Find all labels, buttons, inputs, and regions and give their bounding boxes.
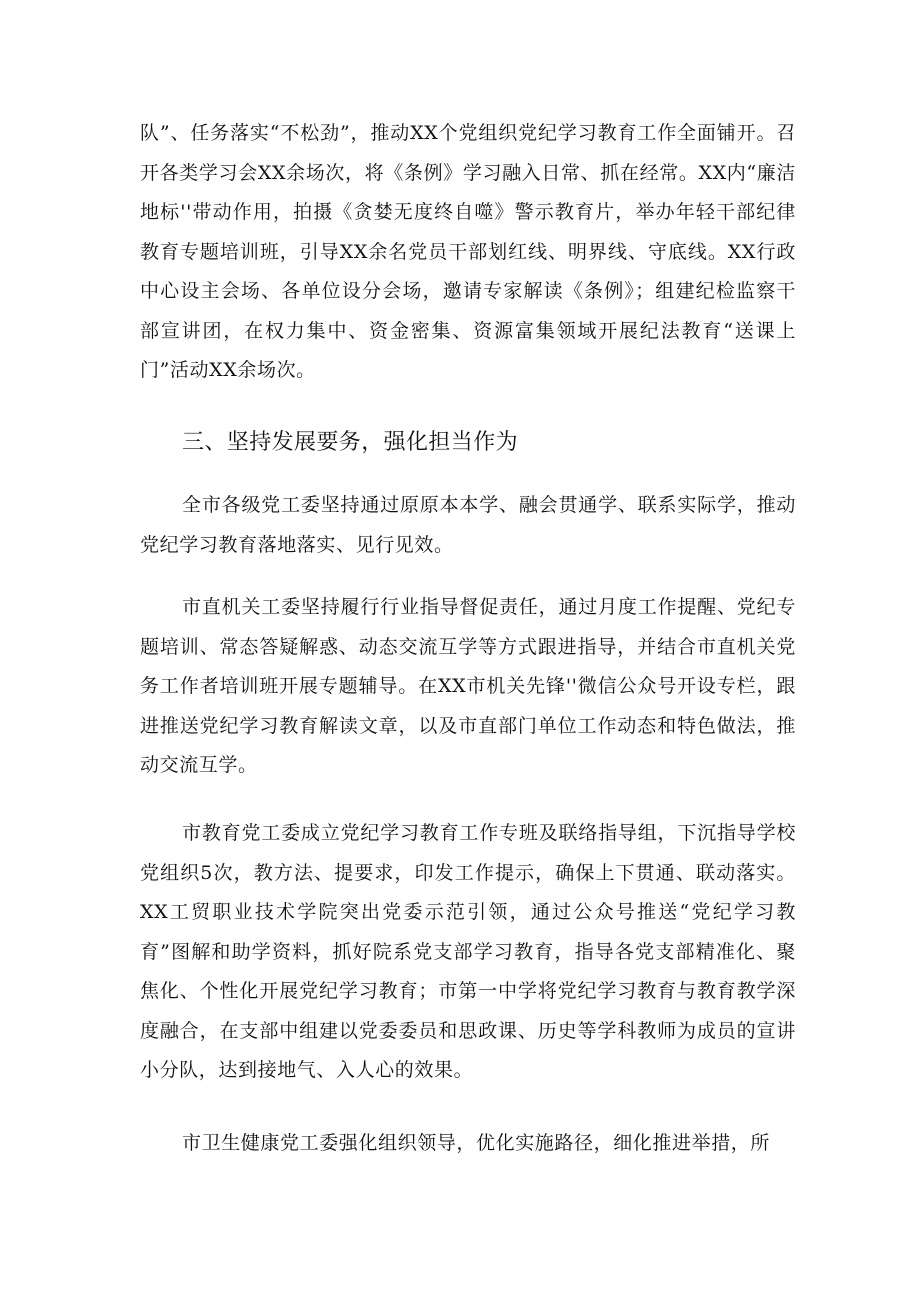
body-paragraph: 全市各级党工委坚持通过原原本本学、融会贯通学、联系实际学，推动党纪学习教育落地落实、见行见效。: [140, 494, 796, 556]
body-paragraph: 市直机关工委坚持履行行业指导督促责任，通过月度工作提醒、党纪专题培训、常态答疑解惑、动态交流互学等方式跟进指导，并结合市直机关党务工作者培训班开展专题辅导。在XX市机关先锋''微信公众号开设专栏，跟进推送党纪学习教育解读文章，以及市直部门单位工作动态和特色做法，推动交流互学。: [140, 596, 796, 776]
body-paragraph: 市卫生健康党工委强化组织领导，优化实施路径，细化推进举措，所: [182, 1132, 771, 1154]
body-paragraph: 队”、任务落实“不松劲”，推动XX个党组织党纪学习教育工作全面铺开。召开各类学习会XX余场次，将《条例》学习融入日常、抓在经常。XX内“廉洁地标''带动作用，拍摄《贪婪无度终自噬》警示教育片，举办年轻干部纪律教育专题培训班，引导XX余名党员干部划红线、明界线、守底线。XX行政中心设主会场、各单位设分会场，邀请专家解读《条例》；组建纪检监察干部宣讲团，在权力集中、资金密集、资源富集领域开展纪法教育“送课上门”活动XX余场次。: [140, 122, 796, 381]
section-heading: 三、坚持发展要务，强化担当作为: [182, 430, 519, 455]
body-paragraph: 市教育党工委成立党纪学习教育工作专班及联络指导组，下沉指导学校党组织5次，教方法、提要求，印发工作提示，确保上下贯通、联动落实。XX工贸职业技术学院突出党委示范引领，通过公众号推送“党纪学习教育”图解和助学资料，抓好院系党支部学习教育，指导各党支部精准化、聚焦化、个性化开展党纪学习教育；市第一中学将党纪学习教育与教育教学深度融合，在支部中组建以党委委员和思政课、历史等学科教师为成员的宣讲小分队，达到接地气、入人心的效果。: [140, 822, 796, 1081]
